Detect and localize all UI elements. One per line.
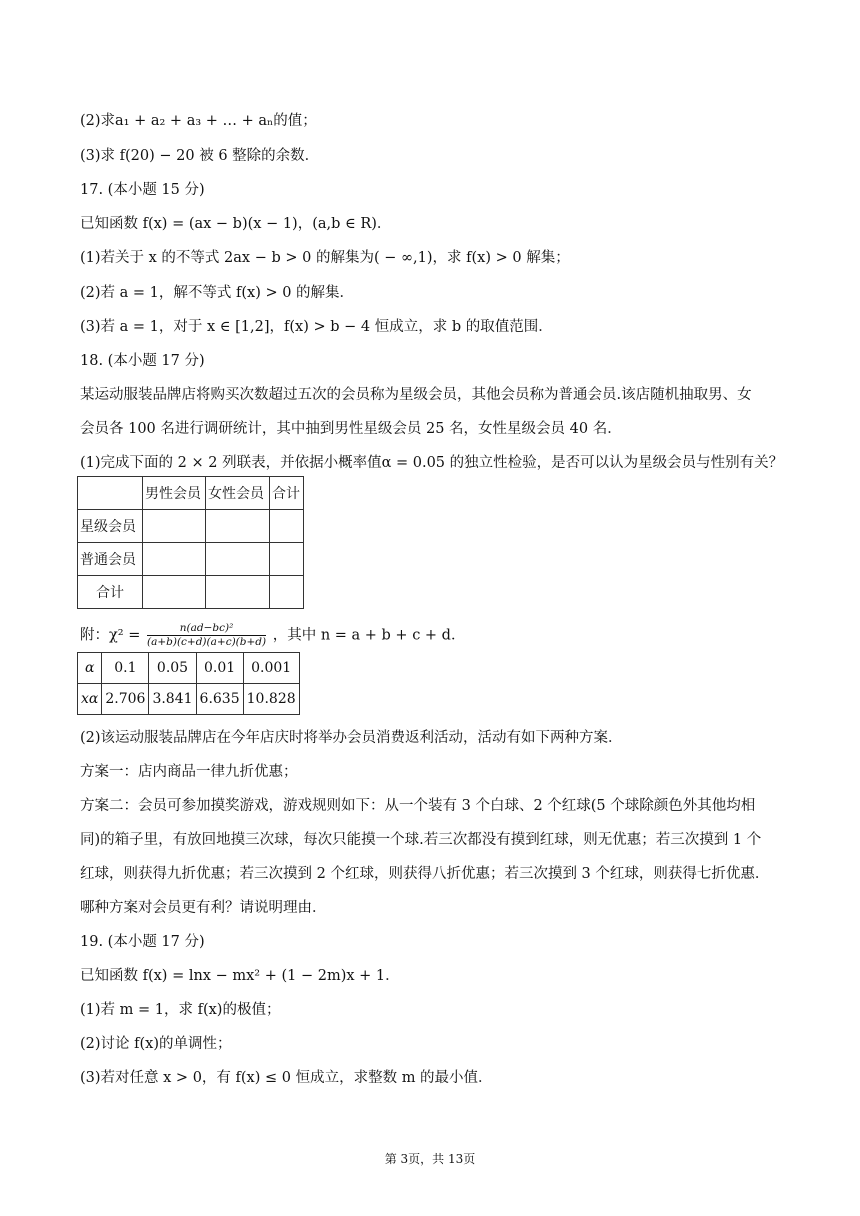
table-cell [143,576,206,609]
table-header-cell: 男性会员 [143,477,206,510]
q17-stem: 已知函数 f(x) = (ax − b)(x − 1)，(a,b ∈ R)． [80,216,392,232]
table-row-label: xα [78,684,102,715]
q17-part1: (1)若关于 x 的不等式 2ax − b > 0 的解集为( − ∞,1)，求 f(x) > 0 解集； [80,250,570,266]
q16-part3: (3)求 f(20) − 20 被 6 整除的余数． [80,148,320,164]
table-cell: 6.635 [196,684,243,715]
q18-plan2-line3: 红球，则获得九折优惠；若三次摸到 2 个红球，则获得八折优惠；若三次摸到 3 个红球，则获得七折优惠． [80,866,770,882]
page-footer: 第 3页，共 13页 [384,1152,476,1166]
q18-plan2-line1: 方案二：会员可参加摸奖游戏，游戏规则如下：从一个装有 3 个白球、2 个红球(5 个球除颜色外其他均相 [80,798,756,814]
formula-prefix: 附：χ² = [80,627,141,644]
table-row [78,543,304,576]
q19-part3: (3)若对任意 x > 0，有 f(x) ≤ 0 恒成立，求整数 m 的最小值． [80,1070,493,1086]
critical-value-table [77,652,300,715]
table-header-cell: 合计 [270,477,304,510]
q17-part3: (3)若 a = 1，对于 x ∈ [1,2]，f(x) > b − 4 恒成立，求 b 的取值范围． [80,319,553,335]
chi-square-formula [80,622,465,649]
q18-plan1: 方案一：店内商品一律九折优惠； [80,764,298,780]
q17-part2: (2)若 a = 1，解不等式 f(x) > 0 的解集． [80,285,355,301]
formula-suffix: ，其中 n = a + b + c + d． [272,627,466,644]
q18-stem-line2: 会员各 100 名进行调研统计，其中抽到男性星级会员 25 名，女性星级会员 40 名． [80,421,622,437]
table-row [78,684,300,715]
table-cell: 0.05 [149,653,196,684]
table-cell [270,543,304,576]
table-row-label: 合计 [78,576,143,609]
table-cell [206,543,270,576]
q18-part2: (2)该运动服装品牌店在今年店庆时将举办会员消费返利活动，活动有如下两种方案． [80,730,623,746]
table-row [78,576,304,609]
table-row [78,510,304,543]
formula-fraction [147,622,266,649]
formula-numerator: n(ad−bc)² [147,622,266,636]
table-cell [206,510,270,543]
table-cell: 0.001 [243,653,299,684]
table-cell: 10.828 [243,684,299,715]
q16-part2: (2)求a₁ + a₂ + a₃ + … + aₙ的值； [80,113,317,129]
table-cell [206,576,270,609]
q19-heading: 19. (本小题 17 分) [80,934,205,950]
q19-part1: (1)若 m = 1，求 f(x)的极值； [80,1002,281,1018]
table-row-label: α [78,653,102,684]
table-row-label: 星级会员 [78,510,143,543]
table-row [78,653,300,684]
q18-heading: 18. (本小题 17 分) [80,353,205,369]
q19-part2: (2)讨论 f(x)的单调性； [80,1036,232,1052]
q18-stem-line1: 某运动服装品牌店将购买次数超过五次的会员称为星级会员，其他会员称为普通会员.该店随机抽取男、女 [80,387,752,403]
table-row-label: 普通会员 [78,543,143,576]
table-cell: 2.706 [102,684,149,715]
q19-stem: 已知函数 f(x) = lnx − mx² + (1 − 2m)x + 1． [80,968,400,984]
table-cell: 0.1 [102,653,149,684]
table-cell: 0.01 [196,653,243,684]
q18-part1: (1)完成下面的 2 × 2 列联表，并依据小概率值α = 0.05 的独立性检验，是否可以认为星级会员与性别有关？ [80,455,784,471]
q17-heading: 17. (本小题 15 分) [80,182,205,198]
table-cell [270,576,304,609]
table-cell [143,510,206,543]
table-cell [143,543,206,576]
table-header-cell: 女性会员 [206,477,270,510]
table-row [78,477,304,510]
q18-plan2-line2: 同)的箱子里，有放回地摸三次球，每次只能摸一个球.若三次都没有摸到红球，则无优惠；若三次摸到 1 个 [80,832,762,848]
formula-denominator: (a+b)(c+d)(a+c)(b+d) [146,636,267,648]
contingency-table [77,476,304,609]
table-cell [270,510,304,543]
table-cell: 3.841 [149,684,196,715]
q18-question: 哪种方案对会员更有利？请说明理由． [80,900,327,916]
table-cell [78,477,143,510]
